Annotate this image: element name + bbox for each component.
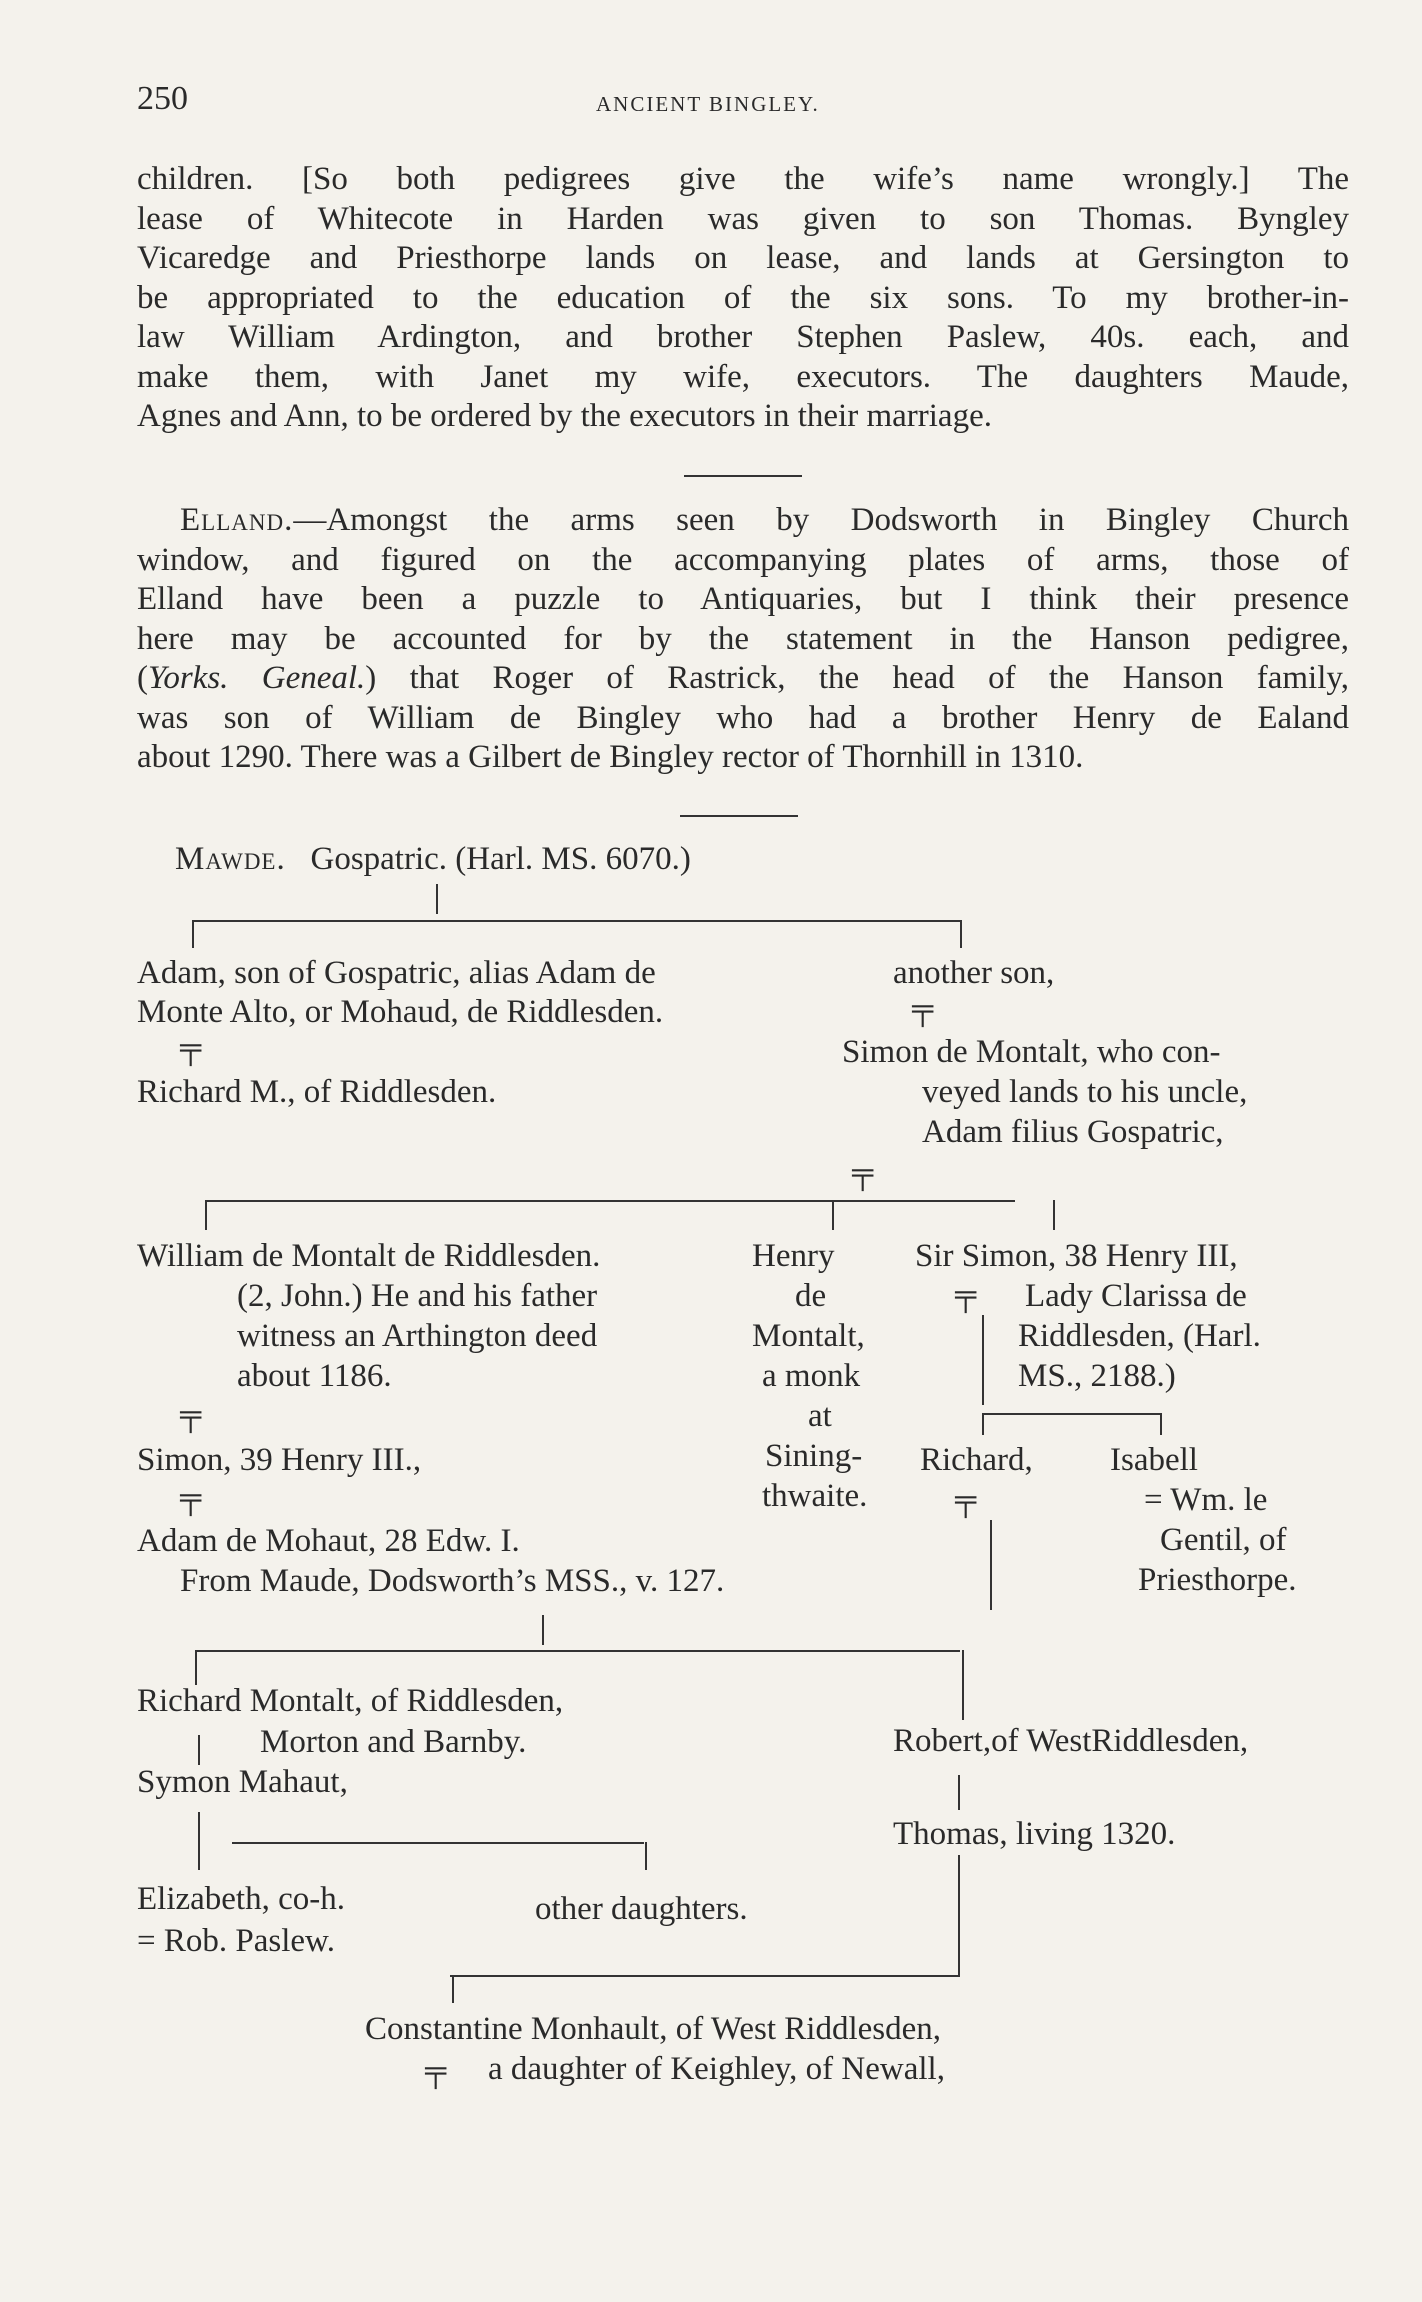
marriage-symbol: ╤ [425, 2054, 447, 2087]
sir-simon: Sir Simon, 38 Henry III, [915, 1238, 1238, 1274]
adam-de-mohaut: Adam de Mohaut, 28 Edw. I. [137, 1523, 520, 1559]
robert-descent [962, 1650, 964, 1720]
richard-montalt: Richard Montalt, of Riddlesden, [137, 1683, 564, 1719]
simon-39: Simon, 39 Henry III., [137, 1442, 422, 1478]
sir-simon-descent [1053, 1200, 1055, 1230]
richard2-descent [982, 1413, 984, 1435]
henry-4: a monk [762, 1358, 861, 1394]
isabell-4: Priesthorpe. [1138, 1562, 1297, 1598]
adam-mohaut-descent [542, 1615, 544, 1645]
marriage-symbol: ╤ [852, 1156, 874, 1189]
marriage-symbol: ╤ [955, 1278, 977, 1311]
elland-line-3: Elland have been a puzzle to Antiquaries, but I think their presence [137, 581, 1349, 617]
robert: Robert,of WestRiddlesden, [893, 1723, 1249, 1759]
morton-bar [198, 1735, 200, 1765]
constantine-bar [450, 1975, 960, 1977]
henry-2: de [795, 1278, 827, 1314]
henry-descent [832, 1200, 834, 1230]
marriage-symbol: ╤ [180, 1481, 202, 1514]
section-divider [684, 475, 802, 477]
clarissa-1: Lady Clarissa de [1025, 1278, 1247, 1314]
will-line: be appropriated to the education of the six sons. To my brother-in- [137, 279, 1349, 316]
another-son: another son, [893, 955, 1055, 991]
richard-montalt-descent [195, 1650, 197, 1685]
adam-name-1: Adam, son of Gospatric, alias Adam de [137, 955, 656, 991]
simon-montalt-3: Adam filius Gospatric, [922, 1114, 1224, 1150]
elland-line-7: about 1290. There was a Gilbert de Bingley rector of Thornhill in 1310. [137, 739, 1084, 775]
marriage-symbol: ╤ [912, 992, 934, 1025]
constantine-descent [452, 1975, 454, 2003]
pedigree-heading-line [175, 840, 691, 879]
will-line: make them, with Janet my wife, executors. The daughters Maude, [137, 358, 1349, 395]
william-4: about 1186. [237, 1358, 392, 1394]
running-title: ANCIENT BINGLEY. [596, 92, 820, 116]
clarissa-3: MS., 2188.) [1018, 1358, 1176, 1394]
symon-mahaut: Symon Mahaut, [137, 1764, 348, 1800]
william-3: witness an Arthington deed [237, 1318, 598, 1354]
william-descent [205, 1200, 207, 1230]
will-line: Agnes and Ann, to be ordered by the executors in their marriage. [137, 398, 992, 434]
richard2-descent-line [990, 1520, 992, 1610]
pedigree-heading: Mawde. [175, 841, 286, 877]
clarissa-2: Riddlesden, (Harl. [1018, 1318, 1261, 1354]
generation-bar [195, 1650, 960, 1652]
root-descent-line [436, 884, 438, 914]
elizabeth-1: Elizabeth, co-h. [137, 1881, 345, 1917]
constantine-2: a daughter of Keighley, of Newall, [488, 2051, 945, 2087]
paragraph-elland [137, 501, 1349, 778]
william-2: (2, John.) He and his father [237, 1278, 598, 1314]
elland-heading: Elland. [180, 502, 294, 538]
isabell-2: = Wm. le [1144, 1482, 1268, 1518]
clarissa-bracket [982, 1315, 984, 1405]
pedigree-root: Gospatric. (Harl. MS. 6070.) [310, 841, 691, 877]
elizabeth-2: = Rob. Paslew. [137, 1923, 335, 1959]
symon-children-bar [232, 1842, 644, 1844]
elland-line-4: here may be accounted for by the statement in the Hanson pedigree, [137, 620, 1349, 657]
paragraph-will [137, 160, 1349, 437]
will-line: law William Ardington, and brother Stephen Paslew, 40s. each, and [137, 319, 1349, 355]
henry-3: Montalt, [752, 1318, 865, 1354]
elland-line-5: (Yorks. Geneal.) that Roger of Rastrick, the head of the Hanson family, [137, 660, 1349, 696]
henry-6: Sining- [765, 1438, 863, 1474]
henry-1: Henry [752, 1238, 835, 1274]
richard-m: Richard M., of Riddlesden. [137, 1074, 497, 1110]
constantine-1: Constantine Monhault, of West Riddlesden, [365, 2011, 942, 2047]
marriage-symbol: ╤ [180, 1031, 202, 1064]
thomas: Thomas, living 1320. [893, 1816, 1176, 1852]
henry-7: thwaite. [762, 1478, 868, 1514]
william-1: William de Montalt de Riddlesden. [137, 1238, 601, 1274]
elizabeth-descent [198, 1842, 200, 1870]
simon-montalt-1: Simon de Montalt, who con- [842, 1034, 1221, 1070]
section-divider-2 [680, 815, 798, 817]
henry-5: at [808, 1398, 832, 1434]
symon-descent [198, 1812, 200, 1842]
sir-simon-children-bar [982, 1413, 1162, 1415]
isabell-descent [1160, 1413, 1162, 1435]
yorks-geneal-citation: Yorks. Geneal. [148, 660, 366, 696]
daughters-descent [645, 1842, 647, 1870]
root-children-bar [192, 920, 962, 922]
will-line: Vicaredge and Priesthorpe lands on lease, and lands at Gersington to [137, 240, 1349, 276]
another-son-descent [960, 920, 962, 948]
will-line: lease of Whitecote in Harden was given to son Thomas. Byngley [137, 200, 1349, 237]
will-line: children. [So both pedigrees give the wife’s name wrongly.] The [137, 161, 1349, 197]
marriage-symbol: ╤ [180, 1398, 202, 1431]
source-note: From Maude, Dodsworth’s MSS., v. 127. [180, 1563, 725, 1599]
adam-name-2: Monte Alto, or Mohaud, de Riddlesden. [137, 994, 664, 1030]
paragraph-will-lines [137, 160, 1349, 437]
isabell-1: Isabell [1110, 1442, 1198, 1478]
page-number: 250 [137, 80, 188, 117]
other-daughters: other daughters. [535, 1891, 748, 1927]
richard-2: Richard, [920, 1442, 1033, 1478]
thomas-line [958, 1855, 960, 1975]
simon-children-bar [205, 1200, 1015, 1202]
elland-line-2: window, and figured on the accompanying plates of arms, those of [137, 541, 1349, 578]
simon-montalt-2: veyed lands to his uncle, [922, 1074, 1248, 1110]
elland-line-6: was son of William de Bingley who had a brother Henry de Ealand [137, 699, 1349, 736]
isabell-3: Gentil, of [1160, 1522, 1287, 1558]
morton-barnby: Morton and Barnby. [260, 1724, 527, 1760]
marriage-symbol: ╤ [955, 1483, 977, 1516]
thomas-descent [958, 1775, 960, 1810]
adam-descent [192, 920, 194, 948]
elland-line-1: Elland.—Amongst the arms seen by Dodsworth in Bingley Church [180, 502, 1349, 538]
